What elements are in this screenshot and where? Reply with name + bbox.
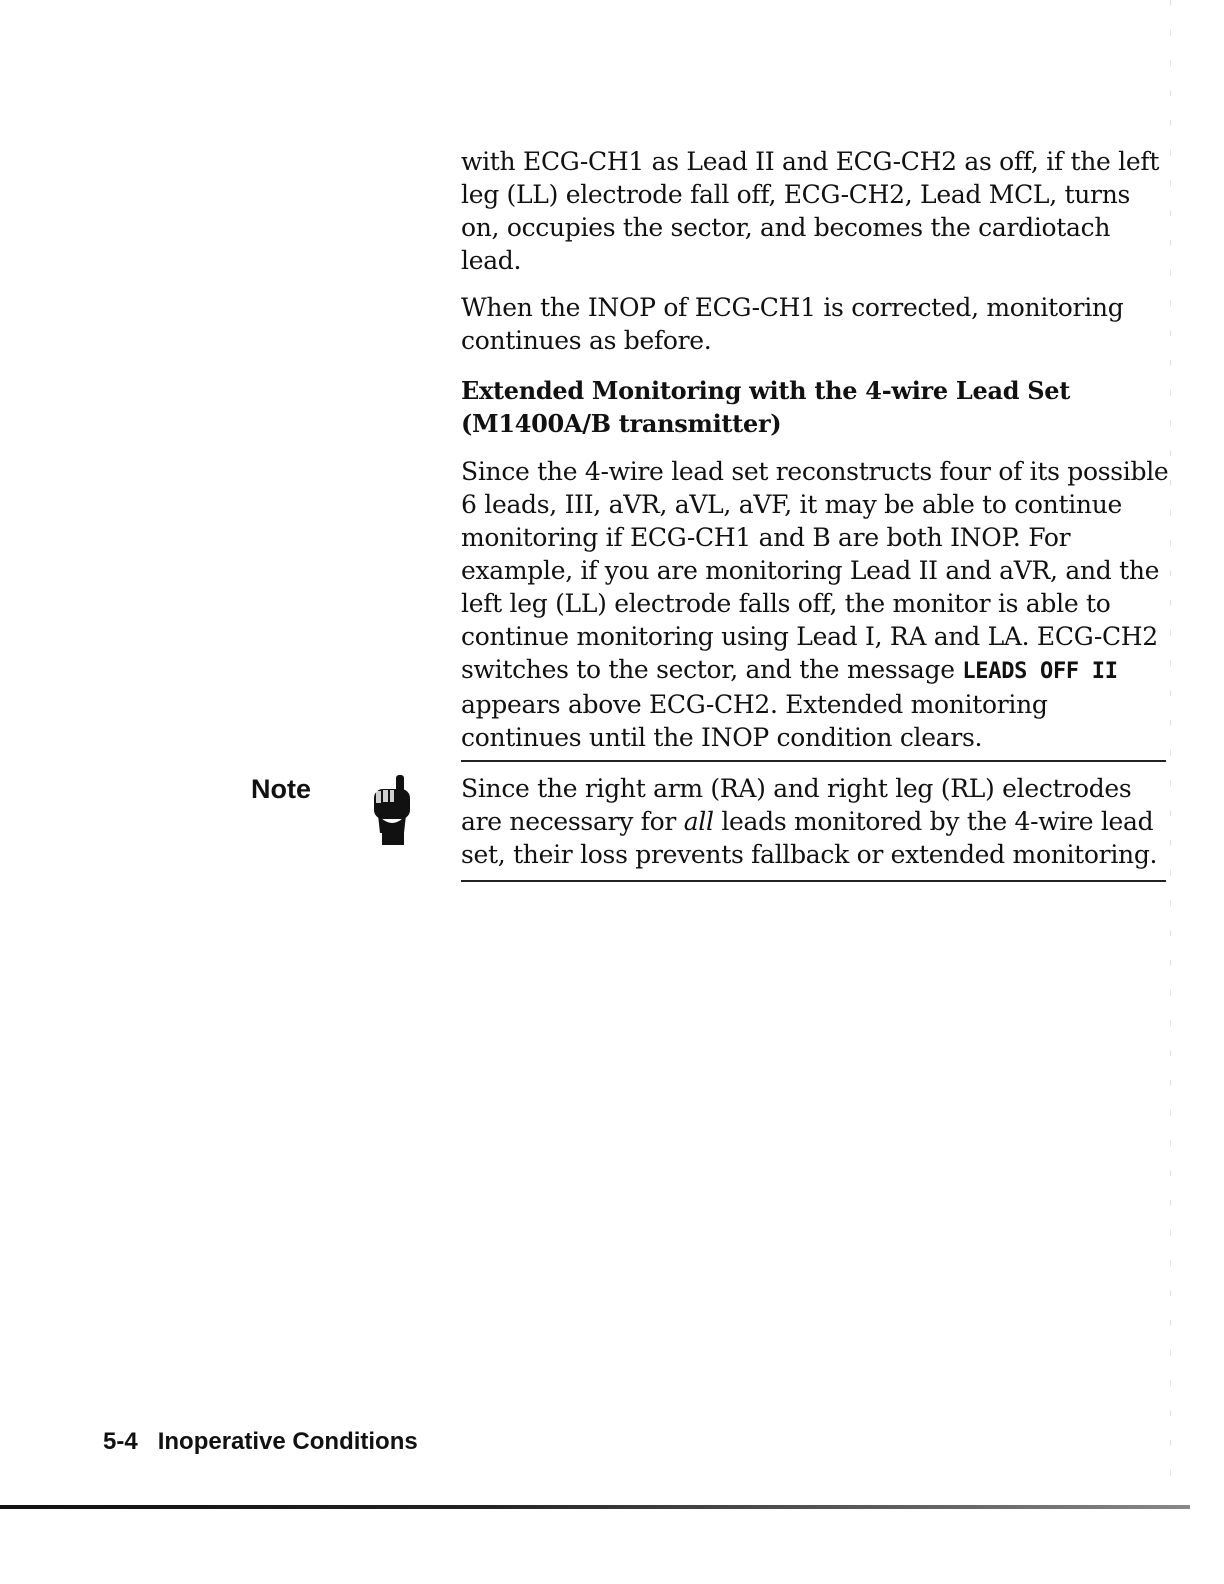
note-text-start: Since the right arm (RA) and right leg (RL) electrodes are necessary for [461,774,1132,836]
leads-off-message: LEADS OFF II [962,659,1118,684]
footer-rule [0,1505,1190,1509]
section-heading-extended-monitoring: Extended Monitoring with the 4-wire Lead Set (M1400A/B transmitter) [461,376,1071,438]
page-number: 5-4 [103,1428,138,1455]
paragraph-text-end: appears above ECG-CH2. Extended monitoring continues until the INOP condition clears. [461,690,1048,752]
paragraph-extended-monitoring [461,455,1171,754]
note-emphasis: all [683,807,714,836]
footer-section-title: Inoperative Conditions [157,1428,418,1455]
page-footer [103,1428,418,1456]
note-top-rule [461,760,1166,762]
note-label: Note [251,774,311,804]
note-bottom-rule [461,880,1166,882]
paragraph-fallback-example: with ECG-CH1 as Lead II and ECG-CH2 as off, if the left leg (LL) electrode fall off, ECG-CH2, Lead MCL, turns on, occupies the sector, and becomes the cardiotach lead. [461,147,1160,275]
paragraph-inop-corrected: When the INOP of ECG-CH1 is corrected, monitoring continues as before. [461,293,1124,355]
note-text [461,772,1171,871]
paragraph-text-start: Since the 4-wire lead set reconstructs four of its possible 6 leads, III, aVR, aVL, aVF, it may be able to continue monitoring if ECG-CH1 and B are both INOP. For example, if you are monitoring Lead II and aVR, and the left leg (LL) electrode falls off, the monitor is able to continue monitoring using Lead I, RA and LA. ECG-CH2 switches to the sector, and the message [461,457,1169,684]
pointing-hand-icon [370,775,414,845]
note-text-end: leads monitored by the 4-wire lead set, their loss prevents fallback or extended monitoring. [461,807,1158,869]
